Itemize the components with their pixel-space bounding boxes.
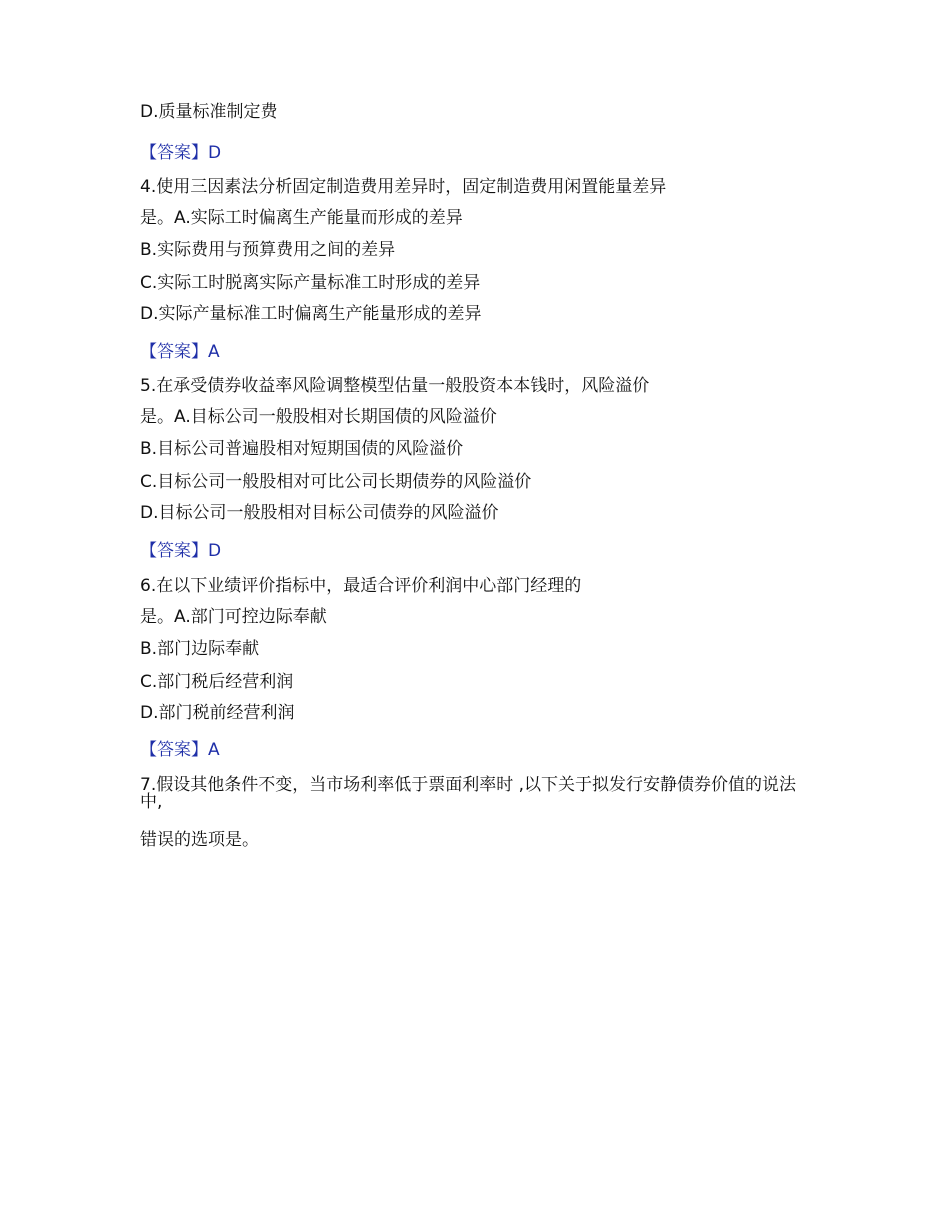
option-d-q6: D.部门税前经营利润 xyxy=(140,703,295,723)
answer-q4: 【答案】A xyxy=(140,342,220,362)
option-c-q5: C.目标公司一般股相对可比公司长期债券的风险溢价 xyxy=(140,472,532,492)
answer-q6: 【答案】A xyxy=(140,740,220,760)
option-d-q5: D.目标公司一般股相对目标公司债券的风险溢价 xyxy=(140,503,499,523)
option-c-q4: C.实际工时脱离实际产量标准工时形成的差异 xyxy=(140,273,481,293)
option-d-q3: D.质量标准制定费 xyxy=(140,102,278,122)
option-a-q5: 是。A.目标公司一般股相对长期国债的风险溢价 xyxy=(140,407,497,427)
question-7: 7.假设其他条件不变，当市场利率低于票面利率时 ,以下关于拟发行安静债券价值的说法中, xyxy=(140,775,797,812)
option-b-q4: B.实际费用与预算费用之间的差异 xyxy=(140,240,396,260)
option-b-q5: B.目标公司普遍股相对短期国债的风险溢价 xyxy=(140,439,464,459)
question-7-continued: 错误的选项是。 xyxy=(140,830,259,850)
option-d-q4: D.实际产量标准工时偏离生产能量形成的差异 xyxy=(140,304,482,324)
question-5: 5.在承受债券收益率风险调整模型估量一般股资本本钱时，风险溢价 xyxy=(140,376,650,396)
option-a-q4: 是。A.实际工时偏离生产能量而形成的差异 xyxy=(140,208,463,228)
answer-q3: 【答案】D xyxy=(140,143,222,163)
option-b-q6: B.部门边际奉献 xyxy=(140,639,260,659)
option-a-q6: 是。A.部门可控边际奉献 xyxy=(140,607,327,627)
option-c-q6: C.部门税后经营利润 xyxy=(140,672,294,692)
question-6: 6.在以下业绩评价指标中，最适合评价利润中心部门经理的 xyxy=(140,576,582,596)
answer-q5: 【答案】D xyxy=(140,541,222,561)
question-4: 4.使用三因素法分析固定制造费用差异时，固定制造费用闲置能量差异 xyxy=(140,177,667,197)
